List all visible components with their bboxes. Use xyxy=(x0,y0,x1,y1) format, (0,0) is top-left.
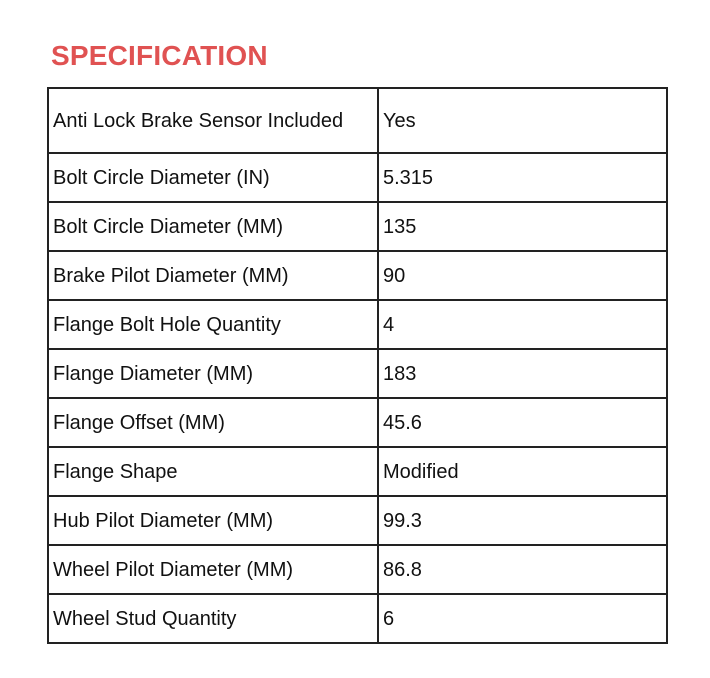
section-title: SPECIFICATION xyxy=(51,40,268,71)
table-row xyxy=(48,153,667,202)
spec-label: Hub Pilot Diameter (MM) xyxy=(48,496,378,545)
table-row xyxy=(48,398,667,447)
table-row xyxy=(48,251,667,300)
spec-value: 45.6 xyxy=(378,398,667,447)
spec-value: Modified xyxy=(378,447,667,496)
spec-label: Bolt Circle Diameter (MM) xyxy=(48,202,378,251)
spec-value: 183 xyxy=(378,349,667,398)
spec-label: Wheel Stud Quantity xyxy=(48,594,378,643)
spec-label: Anti Lock Brake Sensor Included xyxy=(48,88,378,153)
spec-value: Yes xyxy=(378,88,667,153)
table-row xyxy=(48,447,667,496)
table-row xyxy=(48,349,667,398)
spec-value: 5.315 xyxy=(378,153,667,202)
table-row xyxy=(48,300,667,349)
spec-label: Flange Bolt Hole Quantity xyxy=(48,300,378,349)
spec-value: 86.8 xyxy=(378,545,667,594)
spec-value: 6 xyxy=(378,594,667,643)
table-row xyxy=(48,88,667,153)
spec-label: Flange Shape xyxy=(48,447,378,496)
specification-table xyxy=(47,87,668,644)
table-row xyxy=(48,202,667,251)
spec-label: Brake Pilot Diameter (MM) xyxy=(48,251,378,300)
spec-value: 90 xyxy=(378,251,667,300)
table-row xyxy=(48,496,667,545)
spec-label: Bolt Circle Diameter (IN) xyxy=(48,153,378,202)
spec-label: Flange Diameter (MM) xyxy=(48,349,378,398)
spec-label: Flange Offset (MM) xyxy=(48,398,378,447)
spec-value: 4 xyxy=(378,300,667,349)
spec-label: Wheel Pilot Diameter (MM) xyxy=(48,545,378,594)
spec-value: 135 xyxy=(378,202,667,251)
table-row xyxy=(48,594,667,643)
table-row xyxy=(48,545,667,594)
spec-value: 99.3 xyxy=(378,496,667,545)
